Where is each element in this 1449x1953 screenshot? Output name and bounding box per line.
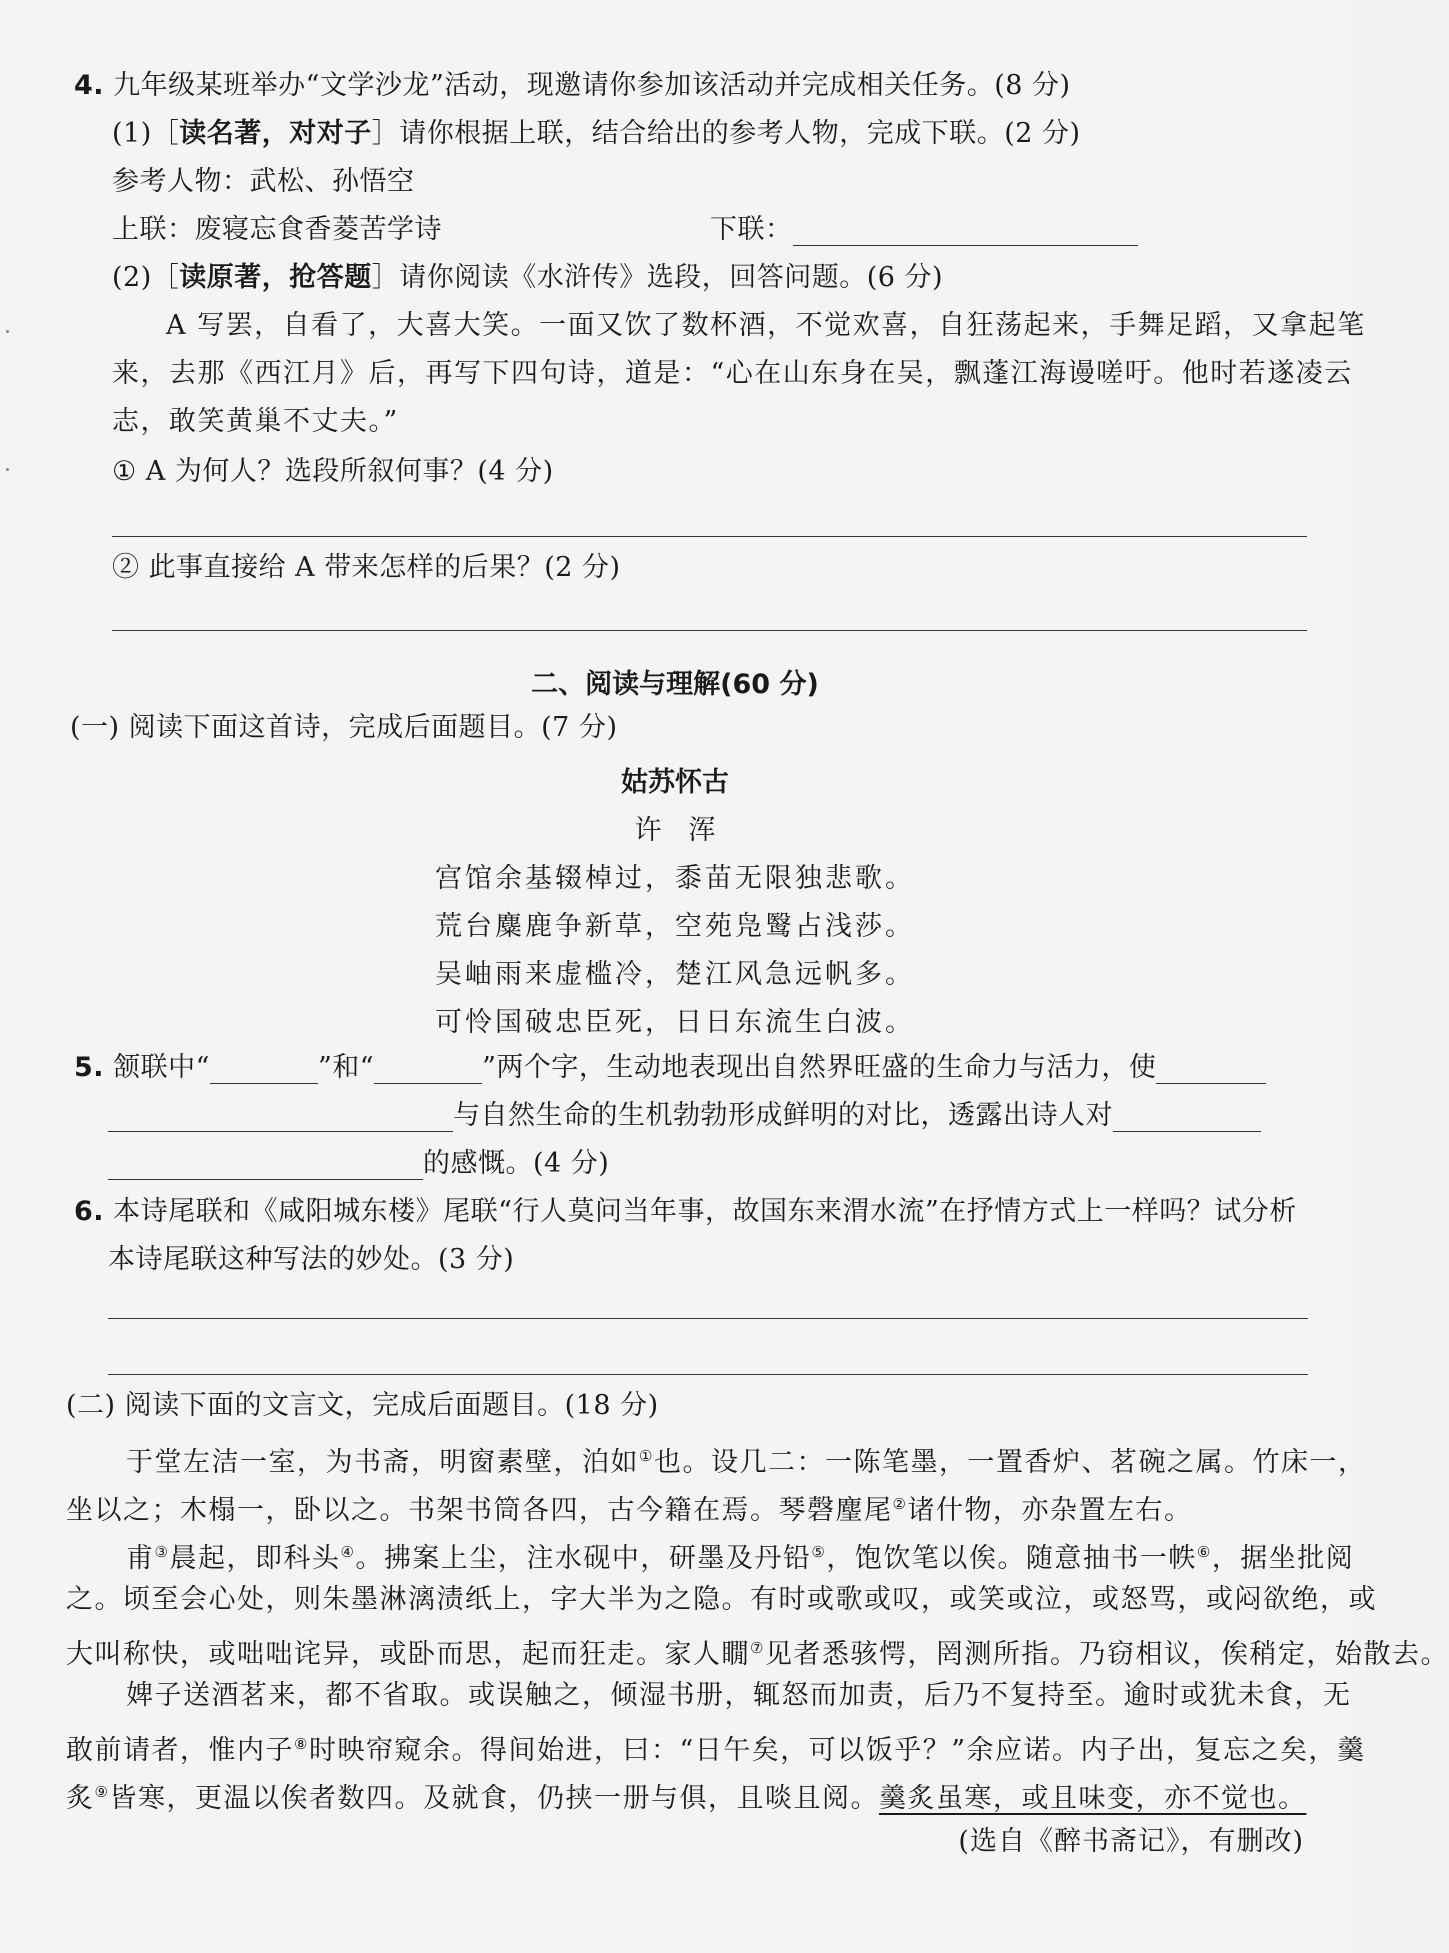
essay-line	[126, 1528, 1354, 1583]
q5-line3	[108, 1148, 609, 1180]
q4-stem	[74, 70, 1071, 102]
q4-question-a: ① A 为何人？选段所叙何事？(4 分)	[112, 456, 554, 487]
q4-passage-line: 来，去那《西江月》后，再写下四句诗，道是：“心在山东身在吴，飘蓬江海谩嗟吁。他时若遂凌云	[112, 358, 1353, 389]
q5-text-d: 与自然生命的生机勃勃形成鲜明的对比，透露出诗人对	[453, 1100, 1113, 1131]
q4-sub2	[112, 262, 943, 294]
section-title: 二、阅读与理解(60 分)	[531, 669, 819, 700]
q4-upper-couplet: 上联：废寝忘食香菱苦学诗	[112, 214, 442, 245]
essay-text: ，饱饮笔以俟。随意抽书一帙	[826, 1543, 1197, 1574]
q5-number: 5.	[74, 1052, 105, 1083]
footnote-mark: ⑦	[750, 1639, 765, 1657]
essay-text: ，据坐批阅	[1211, 1543, 1355, 1574]
q4-passage-text: A 写罢，自看了，大喜大笑。一面又饮了数杯酒，不觉欢喜，自狂荡起来，手舞足蹈，又拿起笔	[166, 310, 1366, 341]
q5-text-e: 的感慨。(4 分)	[423, 1148, 610, 1179]
q4-stem-text: 九年级某班举办“文学沙龙”活动，现邀请你参加该活动并完成相关任务。(8 分)	[113, 70, 1071, 101]
q5-line1	[74, 1052, 1266, 1084]
q4-sub1-text: ］请你根据上联，结合给出的参考人物，完成下联。(2 分)	[371, 118, 1081, 149]
q4-lower-couplet	[710, 214, 1138, 246]
footnote-mark: ⑥	[1196, 1543, 1212, 1561]
footnote-mark: ⑤	[811, 1543, 827, 1561]
q4-sub2-tag: 读原著，抢答题	[179, 262, 372, 293]
essay-line: 之。顷至会心处，则朱墨淋漓渍纸上，字大半为之隐。有时或歌或叹，或笑或泣，或怒骂，或闷欲绝，或	[66, 1584, 1377, 1615]
poem-line: 吴岫雨来虚槛冷，楚江风急远帆多。	[435, 959, 915, 990]
margin-dot	[6, 330, 9, 333]
essay-line	[66, 1480, 1192, 1535]
q4-sub1-prefix: (1)［	[112, 118, 180, 149]
poem-line: 荒台麋鹿争新草，空苑凫鹥占浅莎。	[435, 911, 915, 942]
answer-blank[interactable]	[210, 1057, 318, 1084]
underlined-sentence: 羹炙虽寒，或且味变，亦不觉也。	[878, 1783, 1307, 1814]
essay-text: 坐以之；木榻一，卧以之。书架书筒各四，古今籍在焉。琴磬麈尾	[66, 1495, 893, 1526]
q4-sub2-prefix: (2)［	[112, 262, 180, 293]
q4-sub1	[112, 118, 1081, 150]
answer-line[interactable]	[112, 630, 1307, 631]
essay-line	[126, 1432, 1366, 1487]
q5-line2	[108, 1100, 1261, 1132]
q6-line2: 本诗尾联这种写法的妙处。(3 分)	[108, 1244, 515, 1275]
essay-text: 炙	[66, 1783, 95, 1814]
essay-line: 婢子送酒茗来，都不省取。或误触之，倾湿书册，辄怒而加责，后乃不复持至。逾时或犹未食，无	[126, 1680, 1352, 1711]
essay-text: 皆寒，更温以俟者数四。及就食，仍挟一册与俱，且啖且阅。	[109, 1783, 879, 1814]
answer-line[interactable]	[112, 536, 1307, 537]
answer-blank[interactable]	[108, 1105, 453, 1132]
q4-sub2-text: ］请你阅读《水浒传》选段，回答问题。(6 分)	[371, 262, 944, 293]
answer-line[interactable]	[108, 1374, 1308, 1375]
poem-line: 可怜国破忠臣死，日日东流生白波。	[435, 1007, 915, 1038]
footnote-mark: ①	[639, 1447, 654, 1465]
q4-question-b: ② 此事直接给 A 带来怎样的后果？(2 分)	[112, 552, 621, 583]
poem-line: 宫馆余基辍棹过，黍苗无限独悲歌。	[435, 863, 915, 894]
part1-intro: (一) 阅读下面这首诗，完成后面题目。(7 分)	[70, 712, 618, 743]
q6-line1	[74, 1196, 1297, 1228]
essay-text: 见者悉骇愕，罔测所指。乃窃相议，俟稍定，始散去。	[764, 1639, 1449, 1670]
q5-text-b: ”和“	[317, 1052, 375, 1083]
essay-text: 晨起，即科头	[169, 1543, 341, 1574]
essay-text: 时映帘窥余。得间始进，曰：“日午矣，可以饭乎？”余应诺。内子出，复忘之矣，羹	[308, 1735, 1366, 1766]
essay-text: 也。设几二：一陈笔墨，一置香炉、茗碗之属。竹床一，	[653, 1447, 1367, 1478]
footnote-mark: ④	[340, 1543, 356, 1561]
essay-line	[66, 1720, 1366, 1775]
essay-text: 诸什物，亦杂置左右。	[907, 1495, 1193, 1526]
q4-lower-couplet-label: 下联：	[710, 214, 793, 245]
q5-text-a: 颔联中“	[113, 1052, 210, 1083]
answer-blank[interactable]	[108, 1153, 423, 1180]
essay-source: (选自《醉书斋记》，有删改)	[958, 1826, 1304, 1857]
q4-ref-people: 参考人物：武松、孙悟空	[112, 166, 415, 197]
margin-dot	[6, 468, 9, 471]
q5-text-c: ”两个字，生动地表现出自然界旺盛的生命力与活力，使	[482, 1052, 1157, 1083]
poem-title: 姑苏怀古	[621, 767, 729, 798]
answer-blank[interactable]	[374, 1057, 482, 1084]
q4-passage-line: 志，敢笑黄巢不丈夫。”	[112, 406, 399, 437]
essay-text: 。拂案上尘，注水砚中，研墨及丹铅	[355, 1543, 812, 1574]
essay-line	[66, 1624, 1449, 1679]
poem-author: 许 浑	[634, 815, 716, 846]
q4-number: 4.	[74, 70, 105, 101]
answer-blank[interactable]	[1156, 1057, 1266, 1084]
footnote-mark: ③	[154, 1543, 170, 1561]
q4-sub1-tag: 读名著，对对子	[179, 118, 372, 149]
q6-text-line1: 本诗尾联和《咸阳城东楼》尾联“行人莫问当年事，故国东来渭水流”在抒情方式上一样吗？试分析	[113, 1196, 1297, 1227]
q4-passage-line	[112, 302, 1366, 350]
essay-text: 敢前请者，惟内子	[66, 1735, 294, 1766]
essay-text: 大叫称快，或咄咄诧异，或卧而思，起而狂走。家人瞯	[66, 1639, 750, 1670]
part2-intro: (二) 阅读下面的文言文，完成后面题目。(18 分)	[66, 1390, 659, 1421]
essay-line	[66, 1768, 1306, 1823]
answer-line[interactable]	[108, 1318, 1308, 1319]
footnote-mark: ⑧	[294, 1735, 309, 1753]
footnote-mark: ⑨	[94, 1783, 110, 1801]
answer-blank[interactable]	[793, 219, 1138, 246]
essay-text: 于堂左洁一室，为书斋，明窗素壁，泊如	[126, 1447, 639, 1478]
essay-text: 甫	[126, 1543, 155, 1574]
answer-blank[interactable]	[1113, 1105, 1261, 1132]
q6-number: 6.	[74, 1196, 105, 1227]
footnote-mark: ②	[892, 1495, 908, 1513]
